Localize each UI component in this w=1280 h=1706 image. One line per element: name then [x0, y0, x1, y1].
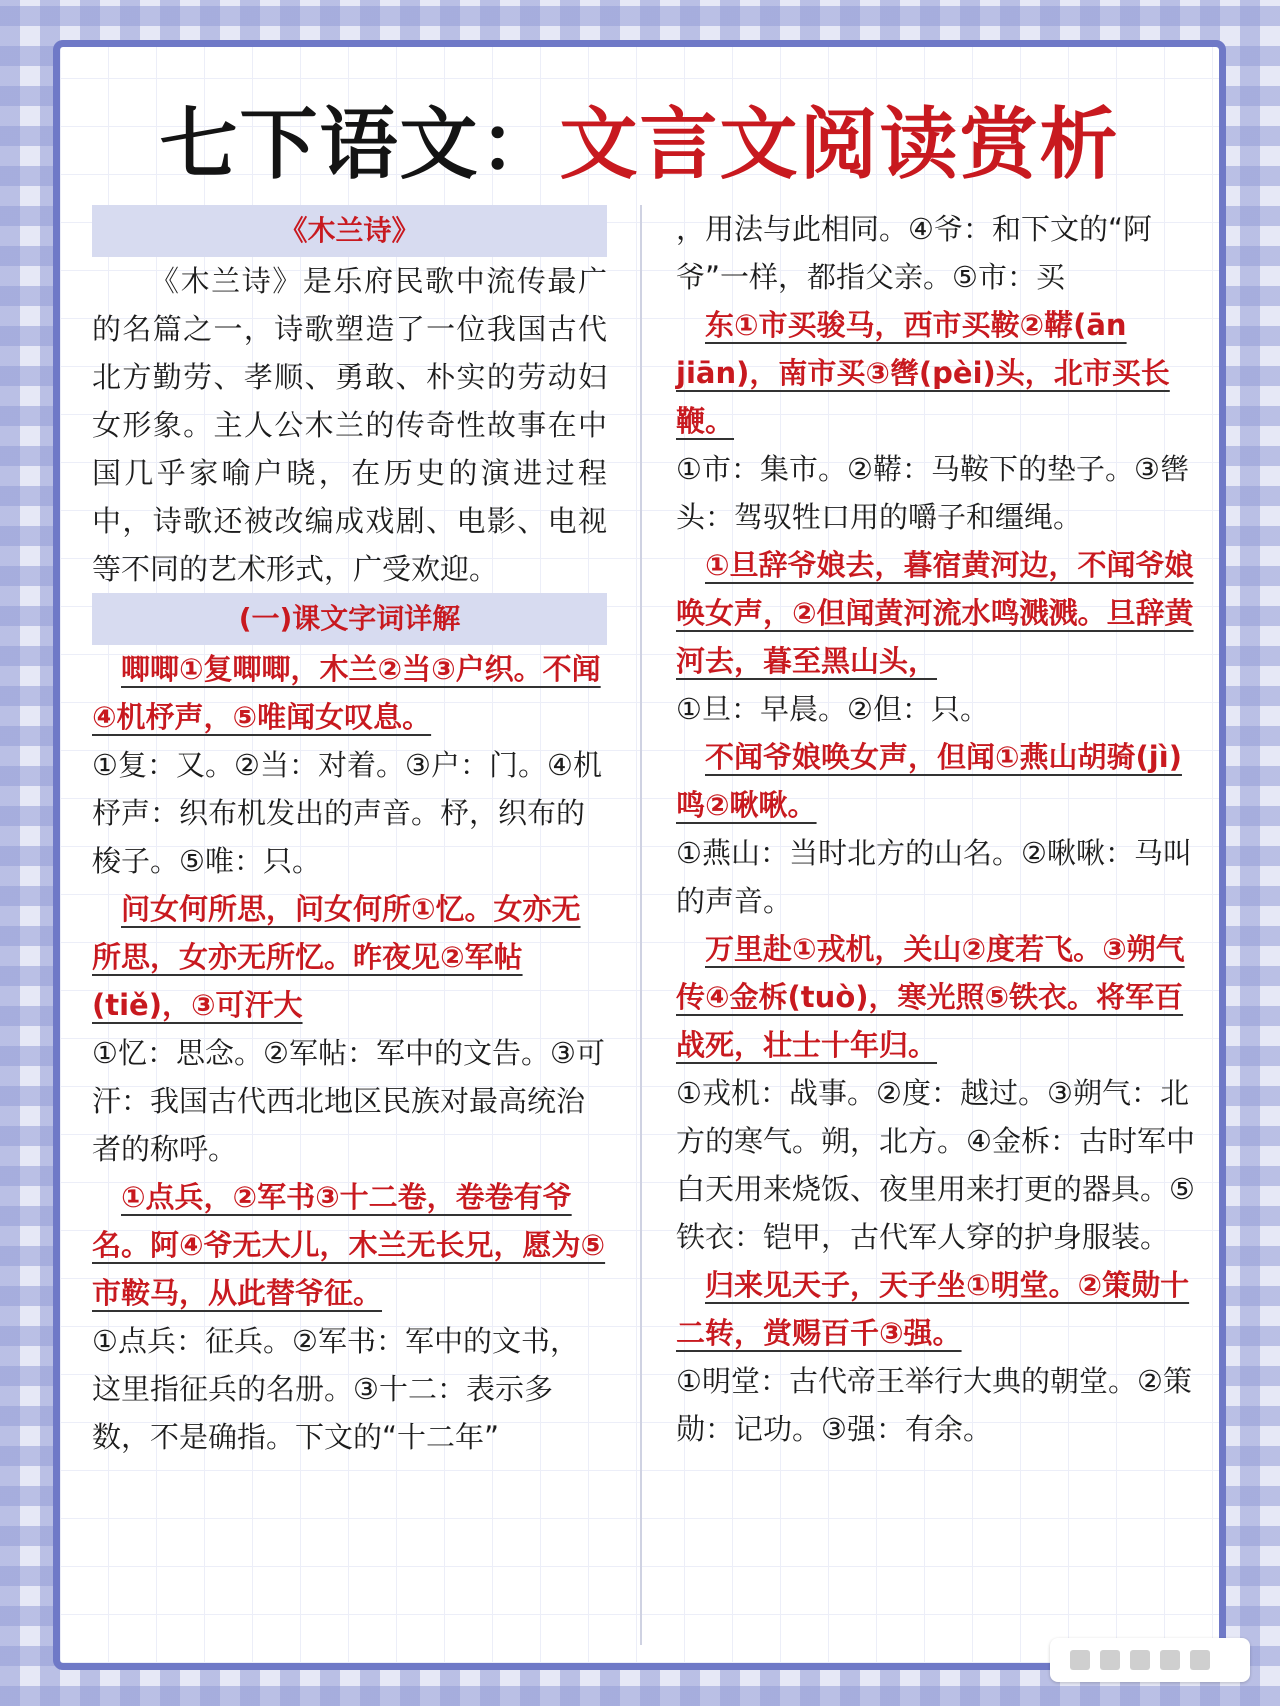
page-title — [60, 95, 1219, 195]
document-card — [53, 40, 1226, 1670]
watermark-badge — [1050, 1638, 1250, 1682]
annotation-continued: ，用法与此相同。④爷：和下文的“阿爷”一样，都指父亲。⑤市：买 — [676, 212, 1153, 294]
poem-quote: 不闻爷娘唤女声，但闻①燕山胡骑(jì)鸣②啾啾。 — [676, 740, 1182, 822]
right-column — [676, 205, 1196, 1453]
watermark-mark-icon — [1160, 1650, 1180, 1670]
intro-paragraph: 《木兰诗》是乐府民歌中流传最广的名篇之一，诗歌塑造了一位我国古代北方勤劳、孝顺、勇敢、朴实的劳动妇女形象。主人公木兰的传奇性故事在中国几乎家喻户晓，在历史的演进过程中，诗歌还被改编成戏剧、电影、电视等不同的艺术形式，广受欢迎。 — [92, 264, 607, 586]
annotation-note: ①燕山：当时北方的山名。②啾啾：马叫的声音。 — [676, 836, 1192, 918]
column-divider — [640, 205, 642, 1645]
poem-quote: 东①市买骏马，西市买鞍②鞯(ān jiān)，南市买③辔(pèi)头，北市买长鞭。 — [676, 308, 1170, 438]
section-heading-poem: 《木兰诗》 — [92, 205, 607, 257]
title-subject: 七下语文： — [159, 99, 560, 190]
poem-quote: 万里赴①戎机，关山②度若飞。③朔气传④金柝(tuò)，寒光照⑤铁衣。将军百战死，壮士十年归。 — [676, 932, 1185, 1062]
poem-quote: 归来见天子，天子坐①明堂。②策勋十二转，赏赐百千③强。 — [676, 1268, 1190, 1350]
watermark-mark-icon — [1100, 1650, 1120, 1670]
annotation-note: ①复：又。②当：对着。③户：门。④机杼声：织布机发出的声音。杼，织布的梭子。⑤唯：只。 — [92, 748, 602, 878]
poem-quote: ①旦辞爷娘去，暮宿黄河边，不闻爷娘唤女声，②但闻黄河流水鸣溅溅。旦辞黄河去，暮至黑山头， — [676, 548, 1194, 678]
annotation-note: ①点兵：征兵。②军书：军中的文书，这里指征兵的名册。③十二：表示多数，不是确指。下文的“十二年” — [92, 1324, 579, 1454]
section-heading-vocab: (一)课文字词详解 — [92, 593, 607, 645]
poem-quote: 唧唧①复唧唧，木兰②当③户织。不闻④机杼声，⑤唯闻女叹息。 — [92, 652, 601, 734]
annotation-note: ①忆：思念。②军帖：军中的文告。③可汗：我国古代西北地区民族对最高统治者的称呼。 — [92, 1036, 605, 1166]
annotation-note: ①明堂：古代帝王举行大典的朝堂。②策勋：记功。③强：有余。 — [676, 1364, 1192, 1446]
watermark-mark-icon — [1190, 1650, 1210, 1670]
watermark-mark-icon — [1130, 1650, 1150, 1670]
watermark-mark-icon — [1070, 1650, 1090, 1670]
annotation-note: ①市：集市。②鞯：马鞍下的垫子。③辔头：驾驭牲口用的嚼子和缰绳。 — [676, 452, 1189, 534]
title-topic: 文言文阅读赏析 — [559, 99, 1120, 190]
left-column — [92, 205, 607, 1461]
poem-quote: ①点兵，②军书③十二卷，卷卷有爷名。阿④爷无大儿，木兰无长兄，愿为⑤市鞍马，从此替爷征。 — [92, 1180, 606, 1310]
annotation-note: ①旦：早晨。②但：只。 — [676, 692, 989, 726]
poem-quote: 问女何所思，问女何所①忆。女亦无所思，女亦无所忆。昨夜见②军帖(tiě)，③可汗大 — [92, 892, 581, 1022]
annotation-note: ①戎机：战事。②度：越过。③朔气：北方的寒气。朔，北方。④金柝：古时军中白天用来烧饭、夜里用来打更的器具。⑤铁衣：铠甲，古代军人穿的护身服装。 — [676, 1076, 1195, 1254]
